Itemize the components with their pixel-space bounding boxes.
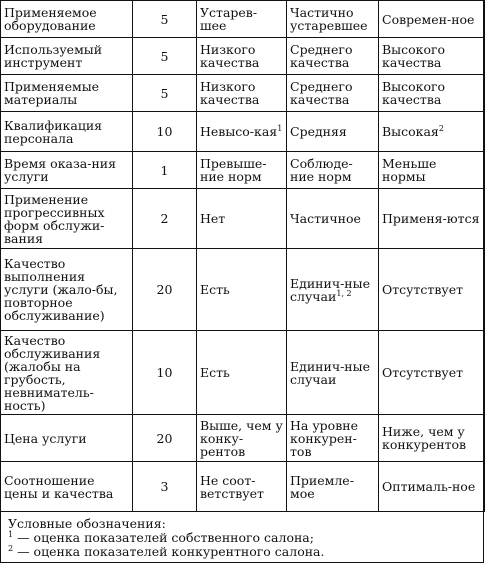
factor-label: Используемый инструмент bbox=[4, 42, 103, 70]
rating-high-cell bbox=[379, 75, 485, 112]
rating-mid-text: Среднего качества bbox=[290, 42, 353, 70]
weight-value: 3 bbox=[160, 479, 169, 494]
weight-value: 20 bbox=[156, 430, 173, 446]
weight-cell bbox=[133, 415, 197, 462]
legend-title: Условные обозначения: bbox=[8, 516, 166, 531]
rating-high-cell bbox=[379, 189, 485, 249]
rating-low-cell bbox=[197, 249, 287, 331]
factor-cell bbox=[1, 331, 133, 415]
rating-mid-cell bbox=[287, 112, 379, 152]
rating-low-text: Низкого качества bbox=[200, 42, 260, 70]
rating-low-text: Выше, чем у конку-рентов bbox=[200, 417, 283, 459]
weight-cell bbox=[133, 38, 197, 75]
table-row bbox=[1, 112, 485, 152]
factor-cell bbox=[1, 1, 133, 38]
rating-mid-text: Средняя bbox=[290, 124, 347, 139]
factor-label: Качество обслуживания (жалобы на грубость, невниматель-ность) bbox=[4, 332, 101, 413]
rating-mid-text: Частично устаревшее bbox=[290, 5, 368, 33]
rating-low-text: Низкого качества bbox=[200, 79, 260, 107]
legend-note-2 bbox=[8, 545, 324, 559]
factor-label: Качество выполнения услуги (жало-бы, повторное обслуживание) bbox=[4, 256, 118, 323]
rating-mid-cell bbox=[287, 1, 379, 38]
footnote-mark: 1 bbox=[277, 123, 283, 133]
rating-high-cell bbox=[379, 112, 485, 152]
rating-high-text: Высокого качества bbox=[382, 42, 446, 70]
weight-value: 10 bbox=[156, 124, 173, 139]
weight-cell bbox=[133, 249, 197, 331]
weight-value: 5 bbox=[160, 11, 169, 27]
footnote-mark: 1, 2 bbox=[336, 288, 352, 298]
rating-high-text: Высокая bbox=[382, 124, 439, 139]
rating-mid-cell bbox=[287, 189, 379, 249]
table-row bbox=[1, 38, 485, 75]
rating-high-text: Применя-ются bbox=[382, 211, 480, 226]
factor-label: Цена услуги bbox=[4, 430, 87, 446]
weight-value: 10 bbox=[156, 365, 173, 380]
factor-label: Время оказа-ния услуги bbox=[4, 156, 116, 184]
rating-high-cell bbox=[379, 415, 485, 462]
factor-cell bbox=[1, 112, 133, 152]
rating-mid-cell bbox=[287, 249, 379, 331]
factor-label: Применяемое оборудование bbox=[4, 5, 97, 33]
factor-cell bbox=[1, 189, 133, 249]
rating-high-cell bbox=[379, 1, 485, 38]
footnote-mark: 2 bbox=[438, 123, 444, 133]
rating-low-text: Устарев-шее bbox=[200, 5, 258, 33]
rating-high-cell bbox=[379, 38, 485, 75]
rating-mid-cell bbox=[287, 462, 379, 512]
weight-cell bbox=[133, 152, 197, 189]
table-row bbox=[1, 189, 485, 249]
table-row bbox=[1, 331, 485, 415]
weight-cell bbox=[133, 75, 197, 112]
factor-label: Квалификация персонала bbox=[4, 117, 103, 146]
rating-mid-cell bbox=[287, 331, 379, 415]
rating-mid-text: Среднего качества bbox=[290, 79, 353, 107]
legend-note-1 bbox=[8, 531, 324, 545]
rating-low-cell bbox=[197, 152, 287, 189]
footnote-mark: 1 bbox=[8, 529, 14, 539]
rating-high-text: Высокого качества bbox=[382, 79, 446, 107]
factor-cell bbox=[1, 75, 133, 112]
table-row bbox=[1, 152, 485, 189]
rating-high-text: Отсутствует bbox=[382, 282, 464, 297]
rating-low-text: Невысо-кая bbox=[200, 124, 278, 139]
weight-cell bbox=[133, 189, 197, 249]
legend-note-text: — оценка показателей конкурентного салона. bbox=[13, 544, 325, 559]
rating-mid-text: Единич-ные случаи bbox=[290, 275, 370, 304]
rating-mid-text: На уровне конкурен-тов bbox=[290, 417, 358, 459]
table-row bbox=[1, 1, 485, 38]
weight-value: 5 bbox=[160, 48, 169, 64]
legend-notes bbox=[8, 517, 324, 559]
rating-low-text: Есть bbox=[200, 282, 230, 297]
factor-cell bbox=[1, 462, 133, 512]
weight-value: 1 bbox=[160, 162, 169, 178]
rating-low-cell bbox=[197, 331, 287, 415]
factor-cell bbox=[1, 38, 133, 75]
rating-low-text: Нет bbox=[200, 211, 226, 226]
rating-mid-cell bbox=[287, 75, 379, 112]
weight-cell bbox=[133, 112, 197, 152]
table-row bbox=[1, 462, 485, 512]
rating-high-text: Ниже, чем у конкурентов bbox=[382, 424, 467, 452]
factor-cell bbox=[1, 415, 133, 462]
rating-high-text: Меньше нормы bbox=[382, 156, 437, 184]
weight-value: 5 bbox=[160, 85, 169, 101]
factor-cell bbox=[1, 249, 133, 331]
rating-low-cell bbox=[197, 415, 287, 462]
rating-high-cell bbox=[379, 152, 485, 189]
factor-cell bbox=[1, 152, 133, 189]
table-row bbox=[1, 75, 485, 112]
rating-high-text: Современ-ное bbox=[382, 11, 475, 27]
weight-value: 20 bbox=[156, 282, 173, 297]
table-row bbox=[1, 415, 485, 462]
rating-low-cell bbox=[197, 1, 287, 38]
rating-low-text: Есть bbox=[200, 365, 230, 380]
weight-cell bbox=[133, 331, 197, 415]
rating-mid-text: Единич-ные случаи bbox=[290, 358, 370, 387]
rating-low-cell bbox=[197, 75, 287, 112]
rating-low-text: Превыше-ние норм bbox=[200, 156, 267, 184]
rating-low-cell bbox=[197, 112, 287, 152]
rating-mid-text: Приемле-мое bbox=[290, 472, 354, 501]
table-row bbox=[1, 249, 485, 331]
factor-label: Применяемые материалы bbox=[4, 79, 100, 107]
weight-value: 2 bbox=[160, 211, 169, 226]
legend-note-text: — оценка показателей собственного салона; bbox=[13, 530, 314, 545]
rating-low-cell bbox=[197, 38, 287, 75]
rating-high-cell bbox=[379, 462, 485, 512]
footnote-mark: 2 bbox=[8, 543, 14, 553]
weight-cell bbox=[133, 462, 197, 512]
weight-cell bbox=[133, 1, 197, 38]
rating-high-cell bbox=[379, 331, 485, 415]
rating-low-text: Не соот-ветствует bbox=[200, 472, 264, 501]
rating-mid-cell bbox=[287, 38, 379, 75]
rating-mid-text: Соблюде-ние норм bbox=[290, 156, 353, 184]
factor-label: Соотношение цены и качества bbox=[4, 472, 114, 501]
rating-mid-cell bbox=[287, 415, 379, 462]
rating-mid-text: Частичное bbox=[290, 211, 361, 226]
rating-high-text: Отсутствует bbox=[382, 365, 464, 380]
rating-high-cell bbox=[379, 249, 485, 331]
factor-label: Применение прогрессивных форм обслужи-вания bbox=[4, 191, 105, 246]
rating-low-cell bbox=[197, 462, 287, 512]
rating-mid-cell bbox=[287, 152, 379, 189]
rating-high-text: Оптималь-ное bbox=[382, 479, 476, 494]
rating-low-cell bbox=[197, 189, 287, 249]
